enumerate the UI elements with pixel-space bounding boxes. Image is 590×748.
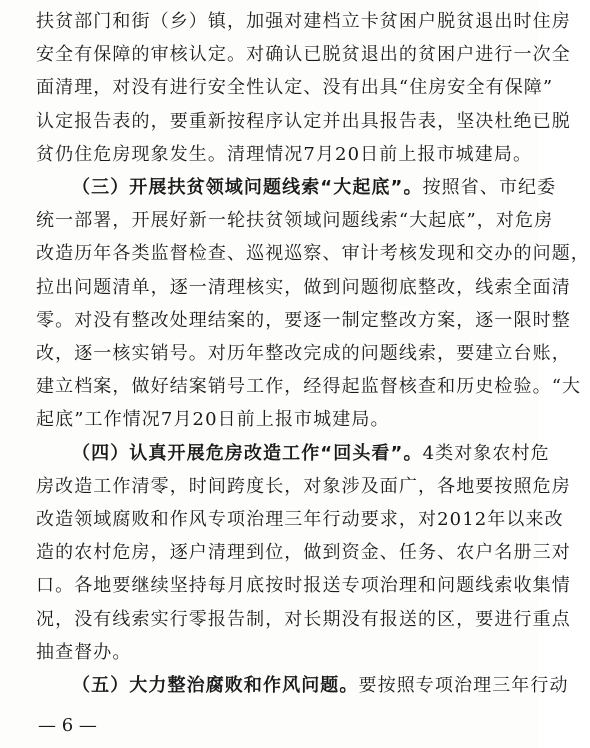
text-line — [36, 641, 132, 665]
text-line — [36, 10, 571, 34]
line-text: 起底”工作情况7月20日前上报市城建局。 — [36, 409, 390, 431]
text-line — [36, 541, 571, 565]
line-text: 要按照专项治理三年行动 — [358, 675, 569, 696]
line-text: 统一部署，开展好新一轮扶贫领域问题线索“大起底”，对危房 — [36, 210, 554, 232]
line-text: 4类对象农村危 — [422, 442, 550, 464]
text-line — [72, 442, 550, 466]
line-text: 改，逐一核实销号。对历年整改完成的问题线索，要建立台账， — [36, 343, 571, 364]
line-text: 认定报告表的，要重新按程序认定并出具报告表，坚决杜绝已脱 — [36, 110, 571, 132]
text-line — [36, 408, 390, 432]
line-text: 改造历年各类监督检查、巡视巡察、审计考核发现和交办的问题， — [36, 243, 590, 265]
text-line — [36, 574, 571, 598]
line-text: 房改造工作清零，时间跨度长，对象涉及面广，各地要按照危房 — [36, 475, 571, 497]
text-line — [72, 674, 569, 698]
line-text: 拉出问题清单，逐一清理核实，做到问题彻底整改，线索全面清 — [36, 276, 571, 298]
section-heading: （三）开展扶贫领域问题线索“大起底”。 — [72, 177, 423, 198]
line-text: 建立档案，做好结案销号工作，经得起监督核查和历史检验。“大 — [36, 376, 582, 398]
line-text: 扶贫部门和街（乡）镇，加强对建档立卡贫困户脱贫退出时住房 — [36, 11, 571, 32]
line-text: 安全有保障的审核认定。对确认已脱贫退出的贫困户进行一次全 — [36, 44, 571, 66]
line-text: 况，没有线索实行零报告制，对长期没有报送的区，要进行重点 — [36, 608, 571, 630]
section-heading: （四）认真开展危房改造工作“回头看”。 — [72, 442, 423, 464]
text-line — [36, 43, 571, 67]
text-line — [36, 242, 590, 266]
text-line — [36, 309, 571, 333]
text-line — [36, 110, 571, 134]
page-number: — 6 — — [38, 715, 97, 736]
text-line — [36, 375, 581, 399]
line-text: 面清理，对没有进行安全性认定、没有出具“住房安全有保障” — [36, 77, 554, 99]
line-text: 贫仍住危房现象发生。清理情况7月20日前上报市城建局。 — [36, 143, 533, 165]
line-text: 零。对没有整改处理结案的，要逐一制定整改方案，逐一限时整 — [36, 309, 571, 331]
text-line — [72, 176, 556, 200]
text-line — [36, 209, 553, 233]
text-line — [36, 342, 571, 366]
text-line — [36, 276, 571, 300]
text-line — [36, 608, 571, 632]
text-line — [36, 143, 532, 167]
line-text: 口。各地要继续坚持每月底按时报送专项治理和问题线索收集情 — [36, 575, 571, 597]
line-text: 抽查督办。 — [36, 641, 132, 663]
line-text: 造的农村危房，逐户清理到位，做到资金、任务、农户名册三对 — [36, 542, 571, 564]
section-heading: （五）大力整治腐败和作风问题。 — [72, 675, 359, 696]
line-text: 按照省、市纪委 — [422, 177, 557, 198]
text-line — [36, 475, 571, 499]
text-line — [36, 508, 564, 532]
line-text: 改造领域腐败和作风专项治理三年行动要求，对2012年以来改 — [36, 509, 564, 530]
text-line — [36, 76, 553, 100]
